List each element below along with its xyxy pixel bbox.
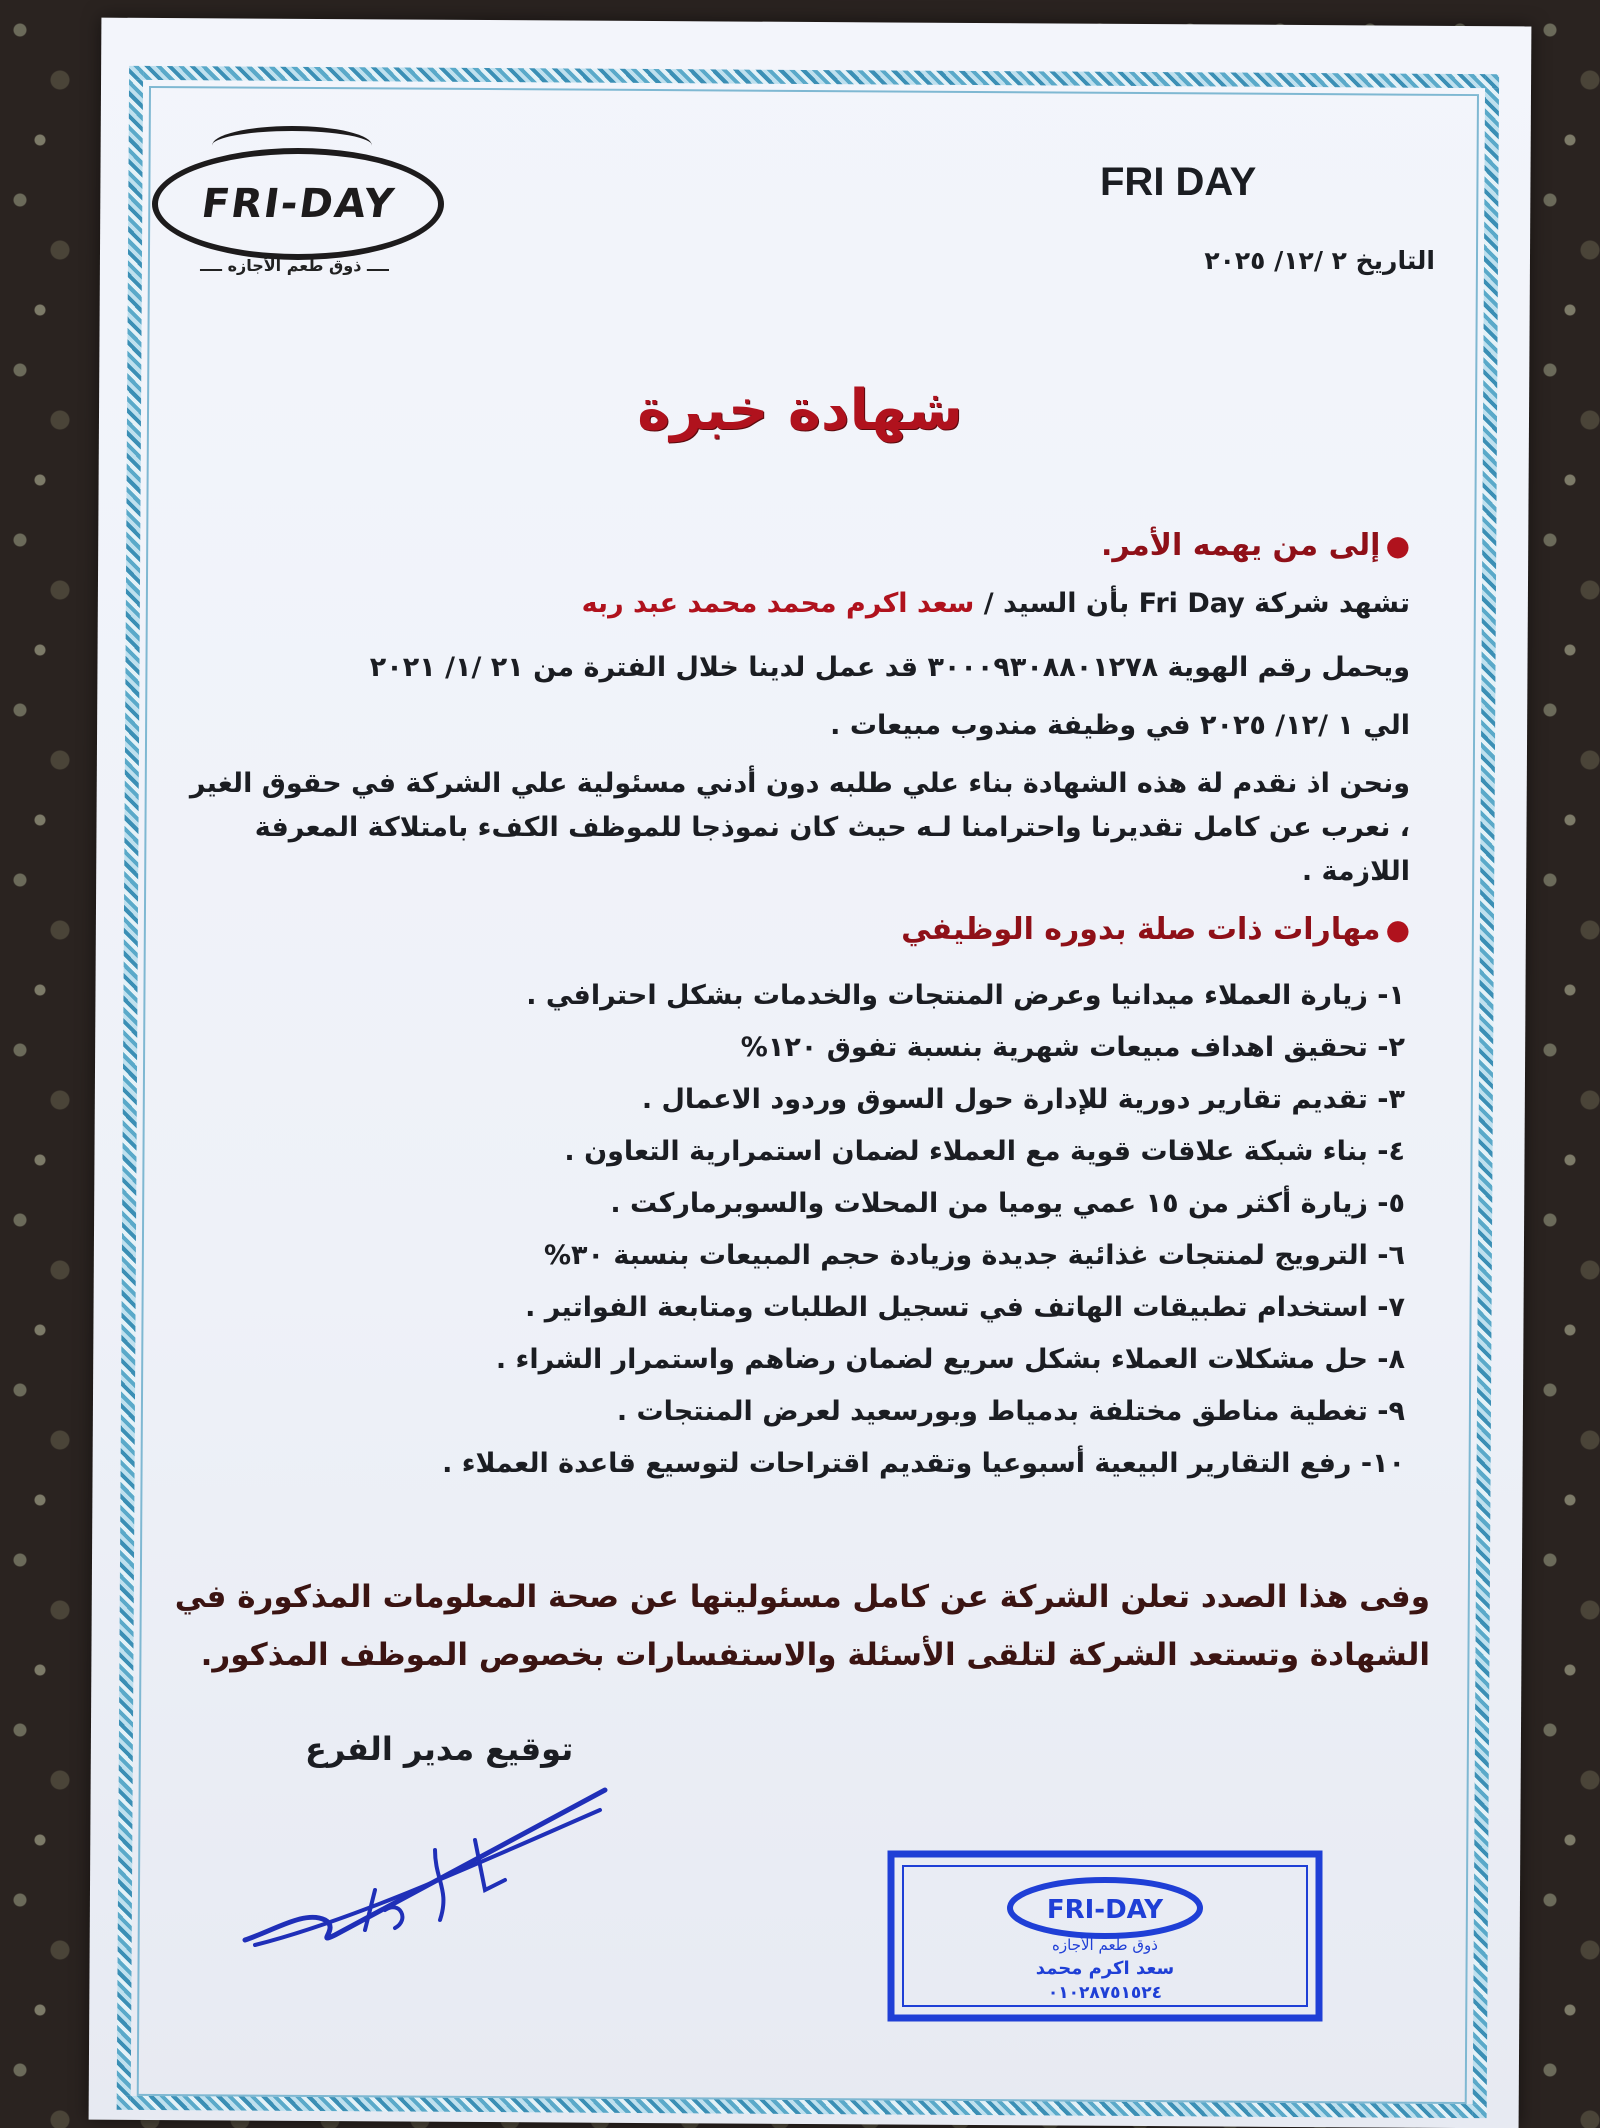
employee-name: سعد اكرم محمد محمد عبد ربه bbox=[581, 588, 975, 619]
stamp-phone: ٠١٠٢٨٧٥١٥٢٤ bbox=[1047, 1983, 1163, 2003]
bullet-icon: ● bbox=[1385, 529, 1410, 562]
list-item: ٤- بناء شبكة علاقات قوية مع العملاء لضمان استمرارية التعاون . bbox=[564, 1136, 1405, 1167]
section1-heading-row bbox=[1101, 528, 1410, 563]
list-item: ١٠- رفع التقارير البيعية أسبوعيا وتقديم اقتراحات لتوسيع قاعدة العملاء . bbox=[442, 1448, 1405, 1479]
list-item: ٩- تغطية مناطق مختلفة بدمياط وبورسعيد لعرض المنتجات . bbox=[616, 1396, 1405, 1427]
logo-oval bbox=[152, 148, 444, 260]
stamp-line-1: ذوق طعم الأجازه bbox=[1052, 1936, 1158, 1954]
appreciation-line: ، نعرب عن كامل تقديرنا واحترامنا لـه حيث كان نموذجا للموظف الكفء بامتلاكة المعرفة bbox=[254, 812, 1410, 843]
intro-prefix: تشهد شركة bbox=[1254, 588, 1410, 619]
stamp-line-2: سعد اكرم محمد bbox=[1035, 1958, 1175, 1979]
section2-heading-row bbox=[901, 912, 1410, 947]
list-item: ٧- استخدام تطبيقات الهاتف في تسجيل الطلبات ومتابعة الفواتير . bbox=[525, 1292, 1405, 1323]
company-logo bbox=[152, 118, 437, 288]
list-item: ١- زيارة العملاء ميدانيا وعرض المنتجات والخدمات بشكل احترافي . bbox=[526, 980, 1405, 1011]
logo-wordmark: FRI-DAY bbox=[198, 181, 398, 227]
list-item: ٦- الترويج لمنتجات غذائية جديدة وزيادة حجم المبيعات بنسبة ٣٠% bbox=[543, 1240, 1405, 1271]
signature-label: توقيع مدير الفرع bbox=[305, 1730, 574, 1768]
company-name: Fri Day bbox=[1138, 588, 1245, 619]
list-item: ٣- تقديم تقارير دورية للإدارة حول السوق وردود الاعمال . bbox=[641, 1084, 1405, 1115]
document-date: التاريخ ٢ /١٢/ ٢٠٢٥ bbox=[1204, 246, 1435, 275]
disclaimer-line: ونحن اذ نقدم لة هذه الشهادة بناء علي طلبه دون أدني مسئولية علي الشركة في حقوق الغير bbox=[189, 768, 1410, 799]
list-item: ٢- تحقيق اهداف مبيعات شهرية بنسبة تفوق ١٢٠% bbox=[740, 1032, 1405, 1063]
closing-line-2: الشهادة وتستعد الشركة لتلقى الأسئلة والاستفسارات بخصوص الموظف المذكور. bbox=[200, 1637, 1430, 1673]
intro-mid: بأن السيد / bbox=[983, 588, 1130, 619]
list-item: ٨- حل مشكلات العملاء بشكل سريع لضمان رضاهم واستمرار الشراء . bbox=[495, 1344, 1405, 1375]
logo-tagline: ــــ ذوق طعم الأجازه ــــ bbox=[200, 256, 389, 275]
closing-paragraph bbox=[80, 1568, 1430, 1684]
handwritten-signature bbox=[235, 1770, 615, 1960]
intro-line bbox=[110, 582, 1410, 626]
id-period-line: ويحمل رقم الهوية ٣٠٠٠٩٣٠٨٨٠١٢٧٨ قد عمل لدينا خلال الفترة من ٢١ /١/ ٢٠٢١ bbox=[369, 652, 1410, 683]
job-title-line: الي ١ /١٢/ ٢٠٢٥ في وظيفة مندوب مبيعات . bbox=[830, 710, 1410, 741]
section2-heading: مهارات ذات صلة بدوره الوظيفي bbox=[901, 912, 1381, 947]
company-stamp bbox=[885, 1848, 1325, 2024]
closing-line-1: وفى هذا الصدد تعلن الشركة عن كامل مسئوليتها عن صحة المعلومات المذكورة في bbox=[174, 1579, 1430, 1615]
section1-heading: إلى من يهمه الأمر. bbox=[1101, 528, 1381, 563]
stamp-wordmark: FRI-DAY bbox=[1046, 1895, 1164, 1925]
section1-body bbox=[110, 582, 1410, 894]
appreciation-end-line: اللازمة . bbox=[1301, 856, 1410, 887]
skills-list bbox=[205, 970, 1405, 1490]
list-item: ٥- زيارة أكثر من ١٥ عمي يوميا من المحلات والسوبرماركت . bbox=[610, 1188, 1405, 1219]
document-title: شهادة خبرة bbox=[637, 378, 963, 443]
bullet-icon: ● bbox=[1385, 913, 1410, 946]
brand-name: FRI DAY bbox=[1100, 160, 1257, 204]
